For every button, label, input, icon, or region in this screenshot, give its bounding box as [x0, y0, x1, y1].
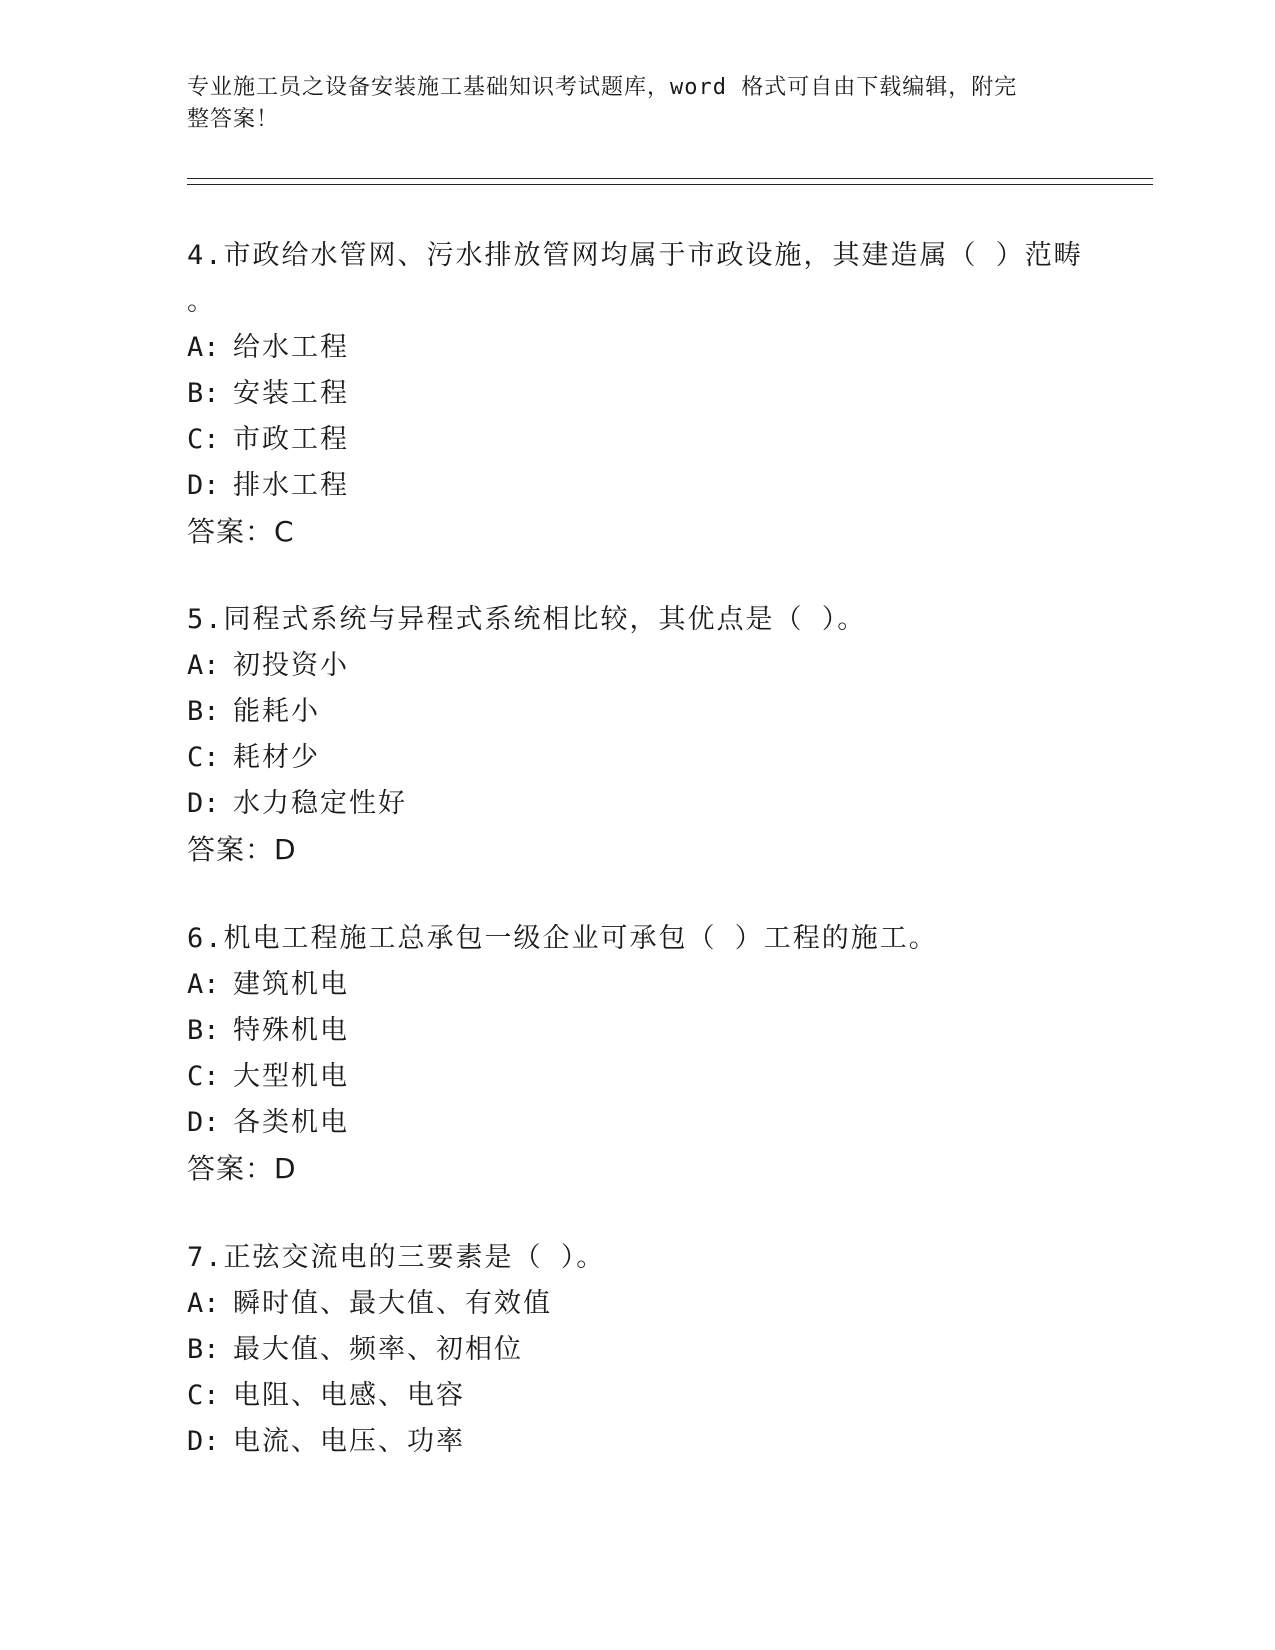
option-c: [187, 1054, 1087, 1100]
option-a: [187, 643, 1087, 689]
option-c: [187, 417, 1087, 463]
option-text: 初投资小: [233, 650, 349, 681]
option-letter: A:: [187, 1288, 220, 1319]
option-letter: B:: [187, 1334, 220, 1365]
option-a: [187, 962, 1087, 1008]
answer-line: 答案：D: [187, 1152, 297, 1185]
option-c: [187, 735, 1087, 781]
option-letter: B:: [187, 696, 220, 727]
question-stem-continuation: 。: [187, 286, 216, 317]
question-stem: 7.正弦交流电的三要素是（ ）。: [187, 1242, 606, 1273]
document-header: [187, 72, 1067, 136]
option-text: 最大值、频率、初相位: [233, 1334, 523, 1365]
option-text: 建筑机电: [233, 969, 349, 1000]
option-text: 特殊机电: [233, 1015, 349, 1046]
header-line-2: 整答案！: [187, 107, 280, 132]
option-letter: D:: [187, 1426, 220, 1457]
option-letter: A:: [187, 332, 220, 363]
option-text: 大型机电: [233, 1061, 349, 1092]
option-b: [187, 1008, 1087, 1054]
question-5: [187, 597, 1087, 873]
option-d: [187, 463, 1087, 509]
option-text: 安装工程: [233, 378, 349, 409]
option-text: 排水工程: [233, 470, 349, 501]
option-a: [187, 325, 1087, 371]
option-text: 能耗小: [233, 696, 320, 727]
option-letter: D:: [187, 470, 220, 501]
option-letter: C:: [187, 1380, 220, 1411]
option-b: [187, 1327, 1087, 1373]
option-text: 给水工程: [233, 332, 349, 363]
option-text: 电流、电压、功率: [233, 1426, 465, 1457]
option-d: [187, 1419, 1087, 1465]
option-c: [187, 1373, 1087, 1419]
option-letter: C:: [187, 424, 220, 455]
option-letter: B:: [187, 378, 220, 409]
header-divider-top: [187, 178, 1153, 179]
question-stem: 5.同程式系统与异程式系统相比较，其优点是（ ）。: [187, 604, 867, 635]
answer-line: 答案：D: [187, 833, 297, 866]
question-7: [187, 1235, 1087, 1465]
option-text: 各类机电: [233, 1107, 349, 1138]
option-a: [187, 1281, 1087, 1327]
header-divider-bottom: [187, 184, 1153, 185]
option-b: [187, 371, 1087, 417]
header-line-1: 专业施工员之设备安装施工基础知识考试题库，word 格式可自由下载编辑，附完: [187, 75, 1018, 100]
question-stem: 4.市政给水管网、污水排放管网均属于市政设施，其建造属（ ）范畴: [187, 240, 1083, 271]
option-text: 耗材少: [233, 742, 320, 773]
option-text: 瞬时值、最大值、有效值: [233, 1288, 552, 1319]
option-letter: B:: [187, 1015, 220, 1046]
question-6: [187, 916, 1087, 1192]
option-letter: D:: [187, 788, 220, 819]
option-d: [187, 1100, 1087, 1146]
option-letter: D:: [187, 1107, 220, 1138]
option-b: [187, 689, 1087, 735]
option-letter: A:: [187, 969, 220, 1000]
option-d: [187, 781, 1087, 827]
option-letter: C:: [187, 1061, 220, 1092]
option-letter: C:: [187, 742, 220, 773]
question-4: [187, 233, 1087, 555]
question-stem: 6.机电工程施工总承包一级企业可承包（ ）工程的施工。: [187, 923, 938, 954]
option-text: 电阻、电感、电容: [233, 1380, 465, 1411]
option-text: 水力稳定性好: [233, 788, 407, 819]
answer-line: 答案：C: [187, 515, 295, 548]
option-text: 市政工程: [233, 424, 349, 455]
option-letter: A:: [187, 650, 220, 681]
